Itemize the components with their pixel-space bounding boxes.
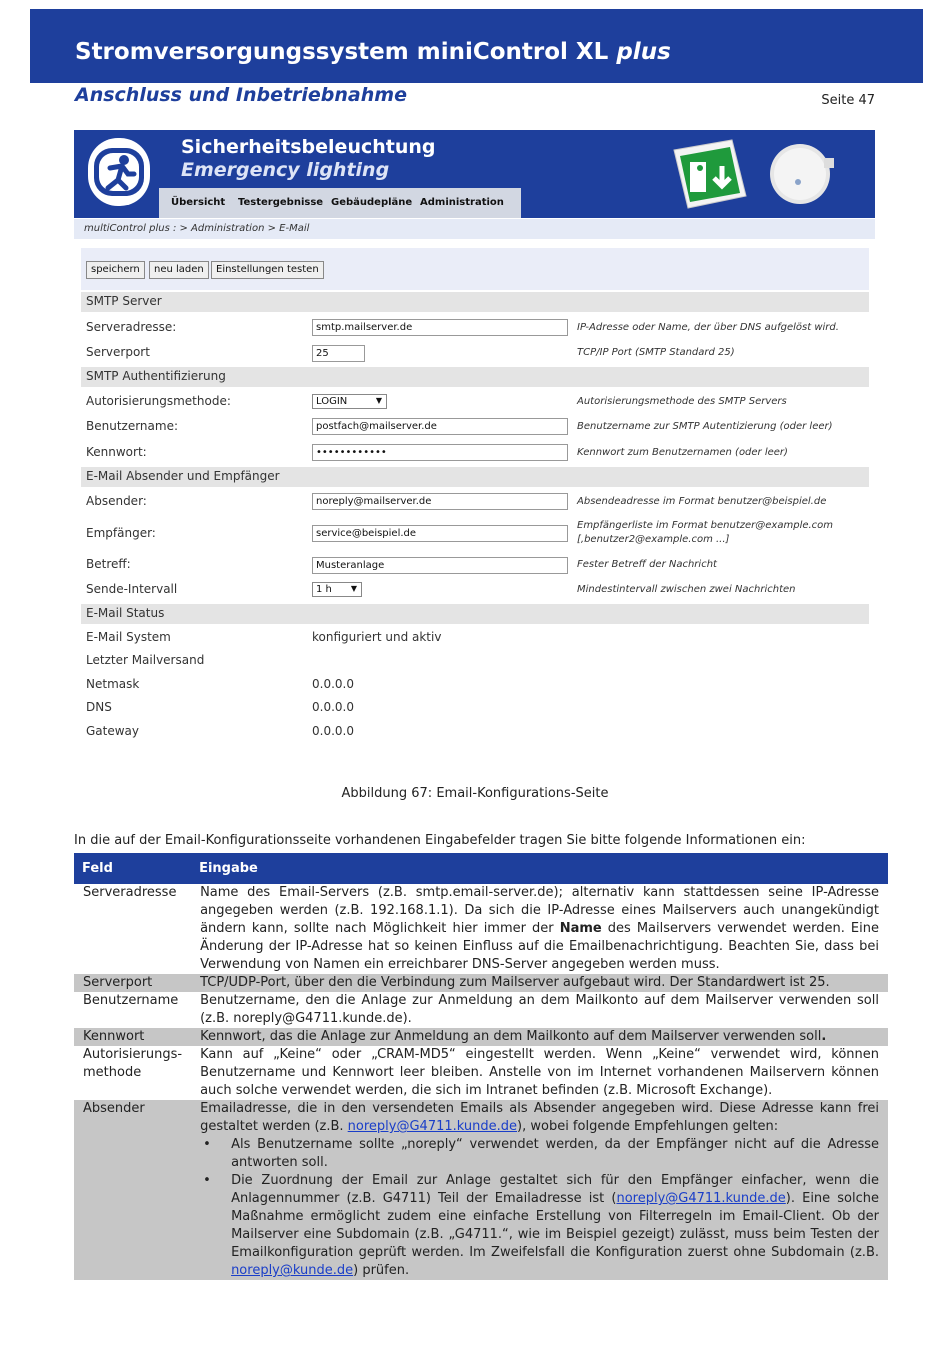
table-row: [74, 974, 888, 992]
subject-label: Betreff:: [86, 557, 131, 571]
send-interval-select[interactable]: 1 h ▼: [312, 582, 362, 597]
page-number: Seite 47: [821, 93, 875, 108]
chevron-down-icon: ▼: [375, 396, 382, 405]
password-hint: Kennwort zum Benutzernamen (oder leer): [577, 447, 788, 458]
auth-method-hint: Autorisierungsmethode des SMTP Servers: [577, 396, 787, 407]
netmask-label: Netmask: [86, 677, 140, 691]
server-address-hint: IP-Adresse oder Name, der über DNS aufgelöst wird.: [577, 322, 839, 333]
chevron-down-icon: ▼: [350, 584, 357, 593]
ceiling-light-icon: [768, 138, 838, 208]
server-address-label: Serveradresse:: [86, 320, 177, 334]
nav-building-plans[interactable]: Gebäudepläne: [331, 197, 413, 208]
username-input[interactable]: postfach@mailserver.de: [312, 418, 568, 435]
field-name: Absender: [74, 1100, 191, 1280]
field-description: Benutzername, den die Anlage zur Anmeldung an dem Mailkonto auf dem Mailserver verwenden soll (z.B. noreply@G4711.kunde.de).: [200, 993, 879, 1026]
table-header-row: [74, 853, 888, 884]
recipient-input[interactable]: service@beispiel.de: [312, 525, 568, 542]
username-hint: Benutzername zur SMTP Autentizierung (oder leer): [577, 421, 833, 432]
email-link[interactable]: noreply@G4711.kunde.de: [616, 1191, 786, 1206]
section-smtp-auth: SMTP Authentifizierung: [81, 367, 869, 387]
nav-test-results[interactable]: Testergebnisse: [238, 197, 324, 208]
app-banner: [74, 130, 875, 218]
section-sender-recipient: E-Mail Absender und Empfänger: [81, 467, 869, 487]
field-description: Kennwort, das die Anlage zur Anmeldung an dem Mailkonto auf dem Mailserver verwenden soll.: [191, 1028, 888, 1046]
table-row: [74, 884, 888, 974]
sender-input[interactable]: noreply@mailserver.de: [312, 493, 568, 510]
field-name: Benutzername: [83, 993, 179, 1008]
gateway-label: Gateway: [86, 724, 140, 738]
nav-bar: [159, 188, 521, 218]
dns-value: 0.0.0.0: [312, 700, 354, 714]
sender-label: Absender:: [86, 494, 147, 508]
email-system-label: E-Mail System: [86, 630, 171, 644]
send-interval-hint: Mindestintervall zwischen zwei Nachrichten: [577, 584, 796, 595]
figure-caption: Abbildung 67: Email-Konfigurations-Seite: [341, 786, 609, 801]
server-port-input[interactable]: 25: [312, 345, 365, 362]
username-label: Benutzername:: [86, 419, 179, 433]
recipient-hint: Empfängerliste im Format benutzer@example.com [,benutzer2@example.com ...]: [577, 520, 834, 545]
email-link[interactable]: noreply@kunde.de: [231, 1263, 354, 1278]
subject-input[interactable]: Musteranlage: [312, 557, 568, 574]
exit-sign-icon: [670, 138, 750, 210]
table-row: [74, 1046, 888, 1100]
netmask-value: 0.0.0.0: [312, 677, 354, 691]
nav-overview[interactable]: Übersicht: [171, 197, 226, 208]
nav-administration[interactable]: Administration: [420, 197, 504, 208]
list-item: • Die Zuordnung der Email zur Anlage gestaltet sich für den Empfänger einfacher, wenn die Anlagennummer (z.B. G4711) Teil der Emailadresse ist (noreply@G4711.kunde.de). Eine solche Maßnahme ermöglicht zudem eine einfache Erstellung von Filterregeln im Email-Client. Ob der Mailserver eine Subdomain (z.B. „G4711.“, wie im Beispiel gezeigt) zulässt, muss beim Testen der Emailkonfiguration geprüft werden. Im Zweifelsfall die Konfiguration zuerst ohne Subdomain (z.B. noreply@kunde.de) prüfen.: [200, 1172, 879, 1280]
recommendation-list: [200, 1136, 879, 1280]
table-row: [74, 1100, 888, 1280]
intro-text: In die auf der Email-Konfigurationsseite vorhandenen Eingabefelder tragen Sie bitte folgende Informationen ein:: [74, 833, 806, 848]
field-name: Kennwort: [74, 1028, 191, 1046]
page-header: [30, 9, 923, 83]
send-interval-label: Sende-Intervall: [86, 582, 178, 596]
field-name: Serveradresse: [83, 885, 177, 900]
field-description: Name des Email-Servers (z.B. smtp.email-server.de); alternativ kann stattdessen seine IP-Adresse angegeben werden (z.B. 192.168.1.1). Da sich die IP-Adresse eines Mailservers auch unangekündigt ändern kann, sollte nach Möglichkeit hier immer der Name des Mailservers verwendet werden. Eine Änderung der IP-Adresse hat so keinen Einfluss auf die Emailbenachrichtigung. Beachten Sie, dass bei Verwendung von Namen ein erreichbarer DNS-Server angegeben werden muss.: [200, 885, 880, 972]
banner-title-de: Sicherheitsbeleuchtung: [181, 136, 436, 158]
email-link[interactable]: noreply@G4711.kunde.de: [347, 1119, 518, 1134]
email-system-value: konfiguriert und aktiv: [312, 630, 442, 644]
section-smtp-server: SMTP Server: [81, 292, 869, 312]
password-input[interactable]: ••••••••••••: [312, 444, 568, 461]
server-port-hint: TCP/IP Port (SMTP Standard 25): [577, 347, 735, 358]
field-name: Autorisierungs-methode: [83, 1047, 183, 1080]
field-description-table: [74, 853, 888, 1280]
email-config-screenshot: [74, 130, 875, 750]
password-label: Kennwort:: [86, 445, 147, 459]
table-head-input: Eingabe: [191, 853, 888, 884]
server-address-input[interactable]: smtp.mailserver.de: [312, 319, 568, 336]
reload-button[interactable]: neu laden: [149, 261, 209, 279]
table-head-field: Feld: [74, 853, 191, 884]
subject-hint: Fester Betreff der Nachricht: [577, 559, 717, 570]
field-description: Kann auf „Keine“ oder „CRAM-MD5“ eingestellt werden. Wenn „Keine“ verwendet wird, können Benutzername und Kennwort leer bleiben. Anstelle von im Internet vorhandenen Mailservern können auch solche verwendet werden, die sich im Intranet befinden (z.B. Microsoft Exchange).: [200, 1047, 879, 1098]
auth-method-label: Autorisierungsmethode:: [86, 394, 231, 408]
recipient-label: Empfänger:: [86, 526, 156, 540]
list-item: • Als Benutzername sollte „noreply“ verwendet werden, da der Empfänger nicht auf die Adresse antworten soll.: [200, 1136, 879, 1172]
test-settings-button[interactable]: Einstellungen testen: [211, 261, 324, 279]
button-bar: [81, 248, 869, 290]
auth-method-select[interactable]: LOGIN ▼: [312, 394, 387, 409]
running-man-logo-icon: [88, 138, 150, 206]
last-mail-label: Letzter Mailversand: [86, 653, 205, 667]
chapter-subtitle: Anschluss und Inbetriebnahme: [75, 84, 407, 106]
table-row: [74, 992, 888, 1028]
gateway-value: 0.0.0.0: [312, 724, 354, 738]
save-button[interactable]: speichern: [86, 261, 145, 279]
dns-label: DNS: [86, 700, 112, 714]
server-port-label: Serverport: [86, 345, 150, 359]
field-description: Emailadresse, die in den versendeten Emails als Absender angegeben wird. Diese Adresse kann frei gestaltet werden (z.B. noreply@G4711.kunde.de), wobei folgende Empfehlungen gelten: • Als Benutzername sollte „noreply“ verwendet werden, da der Empfänger nicht auf die Adresse antworten soll. • Die Zuordnung der Email zur Anlage gestaltet sich für den Empfänger einfacher, wenn die Anlagennummer (z.B. G4711) Teil der Emailadresse ist (noreply@G4711.kunde.de). Eine solche Maßnahme ermöglicht zudem eine einfache Erstellung von Filterregeln im Email-Client. Ob der Mailserver eine Subdomain (z.B. „G4711.“, wie im Beispiel gezeigt) zulässt, muss beim Testen der Emailkonfiguration geprüft werden. Im Zweifelsfall die Konfiguration zuerst ohne Subdomain (z.B. noreply@kunde.de) prüfen.: [191, 1100, 888, 1280]
sender-hint: Absendeadresse im Format benutzer@beispiel.de: [577, 496, 827, 507]
breadcrumb: multiControl plus : > Administration > E-Mail: [74, 219, 875, 239]
field-description: TCP/UDP-Port, über den die Verbindung zum Mailserver aufgebaut wird. Der Standardwert ist 25.: [191, 974, 888, 992]
document-title: Stromversorgungssystem miniControl XL plus: [75, 39, 671, 65]
field-name: Serverport: [74, 974, 191, 992]
table-row: [74, 1028, 888, 1046]
banner-title-en: Emergency lighting: [181, 159, 390, 181]
section-email-status: E-Mail Status: [81, 604, 869, 624]
